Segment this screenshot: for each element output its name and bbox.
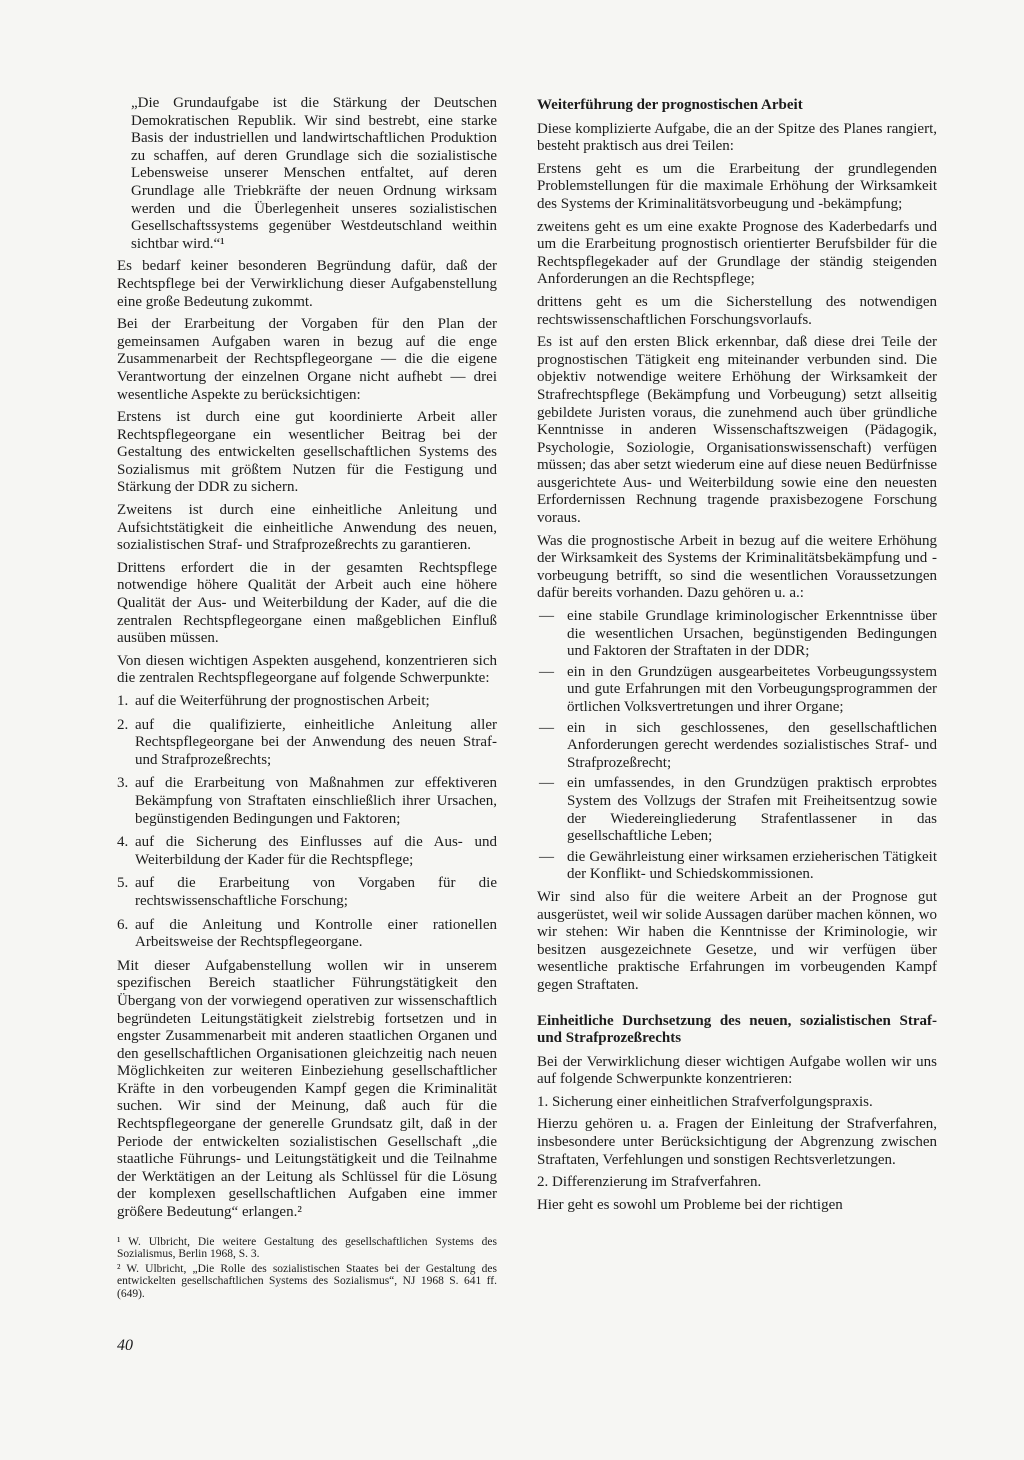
numbered-item <box>117 717 497 770</box>
item-text: auf die Sicherung des Einflusses auf die Aus- und Weiterbildung der Kader für die Rechtspflege; <box>135 834 497 868</box>
dash-marker: — <box>539 775 554 792</box>
paragraph: 1. Sicherung einer einheitlichen Strafverfolgungspraxis. <box>537 1093 873 1110</box>
item-number: 2. <box>117 716 129 733</box>
list-item-text: die Gewährleistung einer wirksamen erzieherischen Tätigkeit der Konflikt- und Schiedskommissionen. <box>567 848 937 883</box>
dash-marker: — <box>539 719 554 736</box>
paragraph: Es bedarf keiner besonderen Begründung dafür, daß der Rechtspflege bei der Verwirklichung dieser Aufgabenstellung eine große Bedeutung zukommt. <box>117 258 497 310</box>
list-item-text: ein in den Grundzügen ausgearbeitetes Vorbeugungssystem und gute Erfahrungen mit den Vorbeugungsprogrammen der örtlichen Volksvertretungen und ihrer Organe; <box>567 663 937 715</box>
left-column <box>117 95 497 1302</box>
paragraph: Bei der Erarbeitung der Vorgaben für den Plan der gemeinsamen Aufgaben waren in bezug auf die enge Zusammenarbeit der Rechtspflegeorgane — die die eigene Verantwortung der einzelnen Organe nicht aufhebt — drei wesentliche Aspekte zu berücksichtigen: <box>117 316 497 403</box>
dash-marker: — <box>539 608 554 625</box>
paragraph: Diese komplizierte Aufgabe, die an der Spitze des Planes rangiert, besteht praktisch aus drei Teilen: <box>537 120 937 155</box>
list-item-text: eine stabile Grundlage kriminologischer Erkenntnisse über die wesentlichen Ursachen, begünstigenden Bedingungen und Faktoren der Straftaten in der DDR; <box>567 608 937 660</box>
page-number: 40 <box>117 1337 133 1354</box>
paragraph: Mit dieser Aufgabenstellung wollen wir in unserem spezifischen Bereich staatlicher Führungstätigkeit den Übergang von der vorwiegend operativen zur wissenschaftlich begründeten Leitungstätigkeit zielstrebig fortsetzen und in engster Zusammenarbeit mit anderen staatlichen Organen und den gesellschaftlichen Organisationen gleichzeitig nach neuen Möglichkeiten zur weiteren Einbeziehung gesellschaftlicher Kräfte in den vorbeugenden Kampf gegen die Kriminalität suchen. Wir sind der Meinung, daß auch für die Rechtspflegeorgane der generelle Grundsatz gilt, daß in der Periode der entwickelten sozialistischen Gesellschaft „die staatliche Führungs- und Leitungstätigkeit und die Teilnahme der Werktätigen an der Leitung als Schlüssel für die Lösung der komplexen gesellschaftlichen Aufgaben eine immer größere Bedeutung“ erlangen.² <box>117 957 497 1221</box>
numbered-item <box>117 834 497 869</box>
item-text: auf die Erarbeitung von Maßnahmen zur effektiveren Bekämpfung von Straftaten einschließlich ihrer Ursachen, begünstigenden Bedingungen und Faktoren; <box>135 775 497 827</box>
paragraph: Erstens geht es um die Erarbeitung der grundlegenden Problemstellungen für die maximale Erhöhung der Wirksamkeit des Systems der Kriminalitätsvorbeugung und -bekämpfung; <box>537 160 937 212</box>
list-item <box>537 608 937 661</box>
list-item <box>537 775 937 845</box>
right-column <box>537 97 937 1219</box>
section-heading: Einheitliche Durchsetzung des neuen, sozialistischen Straf- und Strafprozeßrechts <box>537 1012 937 1047</box>
dash-marker: — <box>539 663 554 680</box>
item-number: 4. <box>117 834 129 851</box>
opening-quote: „Die Grundaufgabe ist die Stärkung der Deutschen Demokratischen Republik. Wir sind bestrebt, eine starke Basis der industriellen und landwirtschaftlichen Produktion zu schaffen, auf deren Grundlage sich die sozialistische Lebensweise unserer Menschen entfaltet, auf deren Grundlage alle Triebkräfte der neuen Ordnung wirksam werden und die Überlegenheit unseres sozialistischen Gesellschaftssystems gegenüber Westdeutschland weithin sichtbar wird.“¹ <box>131 95 497 252</box>
numbered-item <box>117 917 497 952</box>
paragraph: Von diesen wichtigen Aspekten ausgehend, konzentrieren sich die zentralen Rechtspflegeorgane auf folgende Schwerpunkte: <box>117 652 497 687</box>
paragraph: Hier geht es sowohl um Probleme bei der richtigen <box>537 1196 843 1213</box>
item-text: auf die Anleitung und Kontrolle einer rationellen Arbeitsweise der Rechtspflegeorgane. <box>135 916 497 951</box>
numbered-item <box>117 875 497 910</box>
list-item-text: ein in sich geschlossenes, den gesellschaftlichen Anforderungen gerecht werdendes sozialistisches Straf- und Strafprozeßrecht; <box>567 719 937 771</box>
list-item-text: ein umfassendes, in den Grundzügen praktisch erprobtes System des Vollzugs der Strafen mit Freiheitsentzug sowie der Wiedereingliederung Strafentlassener in das gesellschaftliche Leben; <box>567 775 937 845</box>
paragraph: drittens geht es um die Sicherstellung des notwendigen rechtswissenschaftlichen Forschungsvorlaufs. <box>537 293 937 328</box>
footnote: ² W. Ulbricht, „Die Rolle des sozialistischen Staates bei der Gestaltung des entwickelten gesellschaftlichen Systems des Sozialismus“, NJ 1968 S. 641 ff. (649). <box>117 1262 497 1300</box>
numbered-item <box>117 693 497 711</box>
list-item <box>537 720 937 773</box>
footnote: ¹ W. Ulbricht, Die weitere Gestaltung des gesellschaftlichen Systems des Sozialismus, Berlin 1968, S. 3. <box>117 1235 497 1261</box>
paragraph: Drittens erfordert die in der gesamten Rechtspflege notwendige höhere Qualität der Arbeit auch eine höhere Qualität der Aus- und Weiterbildung der Kader, auf die die zentralen Rechtspflegeorgane einen maßgeblichen Einfluß ausüben müssen. <box>117 559 497 647</box>
item-text: auf die Erarbeitung von Vorgaben für die rechtswissenschaftliche Forschung; <box>135 875 497 909</box>
item-number: 6. <box>117 916 129 933</box>
item-number: 5. <box>117 875 129 892</box>
item-text: auf die qualifizierte, einheitliche Anleitung aller Rechtspflegeorgane bei der Anwendung des neuen Straf- und Strafprozeßrechts; <box>135 716 497 768</box>
footnotes <box>117 1236 497 1301</box>
paragraph: Hierzu gehören u. a. Fragen der Einleitung der Strafverfahren, insbesondere unter Berücksichtigung der Abgrenzung zwischen Straftaten, Verfehlungen und sonstigen Rechtsverletzungen. <box>537 1116 937 1168</box>
item-text: auf die Weiterführung der prognostischen Arbeit; <box>135 693 430 709</box>
section-heading: Weiterführung der prognostischen Arbeit <box>537 97 803 113</box>
paragraph: Zweitens ist durch eine einheitliche Anleitung und Aufsichtstätigkeit die einheitliche Anwendung des neuen, sozialistischen Straf- und Strafprozeßrechts zu garantieren. <box>117 502 497 554</box>
list-item <box>537 664 937 717</box>
paragraph: zweitens geht es um eine exakte Prognose des Kaderbedarfs und um die Erarbeitung prognostisch orientierter Berufsbilder für die Rechtspflegekader auf der Grundlage der ständig steigenden Anforderungen an die Rechtspflege; <box>537 218 937 288</box>
paragraph: 2. Differenzierung im Strafverfahren. <box>537 1174 762 1191</box>
dash-marker: — <box>539 848 554 865</box>
dash-list <box>537 608 937 884</box>
paragraph: Bei der Verwirklichung dieser wichtigen Aufgabe wollen wir uns auf folgende Schwerpunkte konzentrieren: <box>537 1053 937 1088</box>
paragraph: Es ist auf den ersten Blick erkennbar, daß diese drei Teile der prognostischen Tätigkeit eng miteinander verbunden sind. Die objektiv notwendige weitere Erhöhung der Wirksamkeit der Strafrechtspflege (Bekämpfung und Vorbeugung) setzt allseitig gebildete Juristen voraus, die zunehmend auch über gründliche Kenntnisse in anderen Wissenschaftszweigen (Pädagogik, Psychologie, Soziologie, Organisationswissenschaft) verfügen müssen; das aber setzt wiederum eine auf diese neuen Bedürfnisse ausgerichtete Aus- und Weiterbildung sowie eine den neuesten Erfordernissen Rechnung tragende praxisbezogene Forschung voraus. <box>537 334 937 527</box>
paragraph: Erstens ist durch eine gut koordinierte Arbeit aller Rechtspflegeorgane ein wesentlicher Beitrag bei der Gestaltung des entwickelten gesellschaftlichen Systems des Sozialismus mit größtem Nutzen für die Festigung und Stärkung der DDR zu sichern. <box>117 409 497 496</box>
paragraph: Wir sind also für die weitere Arbeit an der Prognose gut ausgerüstet, weil wir solide Aussagen darüber machen können, wo wir stehen: Wir haben die Kenntnisse der Kriminologie, wir besitzen ausgezeichnete Gesetze, und wir verfügen über wesentliche praktische Erfahrungen im vorbeugenden Kampf gegen Straftaten. <box>537 888 937 993</box>
numbered-item <box>117 775 497 828</box>
list-item <box>537 849 937 884</box>
paragraph: Was die prognostische Arbeit in bezug auf die weitere Erhöhung der Wirksamkeit des Systems der Kriminalitätsbekämpfung und -vorbeugung betrifft, so sind die wesentlichen Voraussetzungen dafür bereits vorhanden. Dazu gehören u. a.: <box>537 532 937 602</box>
item-number: 3. <box>117 775 129 792</box>
item-number: 1. <box>117 693 129 709</box>
